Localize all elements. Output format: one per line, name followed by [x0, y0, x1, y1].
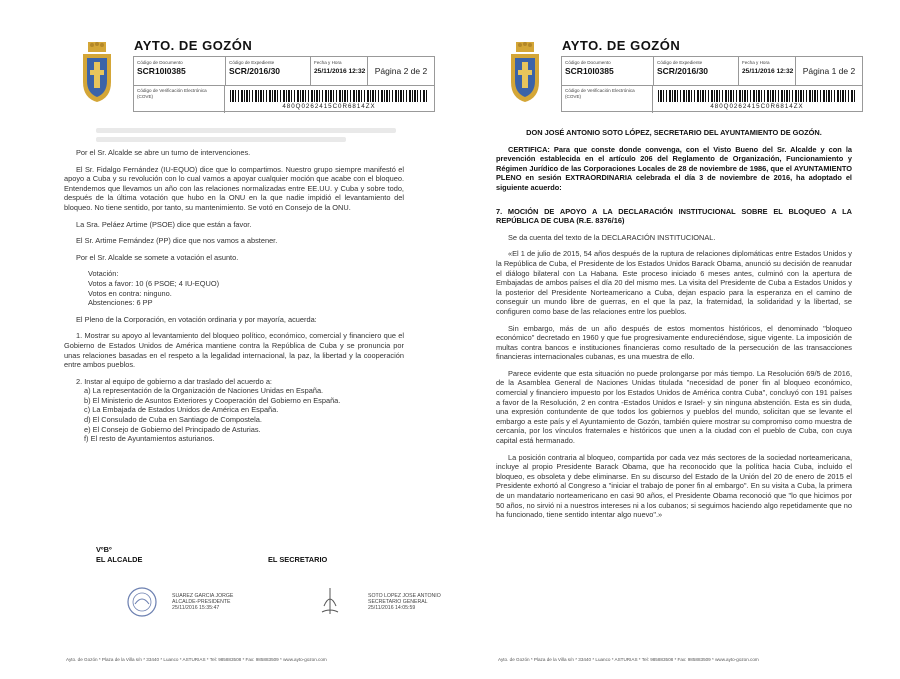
paragraph: El Sr. Fidalgo Fernández (IU-EQUO) dice que lo compartimos. Nuestro grupo siempre manifestó el apoyo a Cuba y su revolución con lo cual vamos a apoyar cualquier moción que acabe con el bloqueo. Entendemos que llevamos un año con las relaciones normalizadas entre EE.UU. y Cuba y sobre todo, después de la última votación que hubo en la ONU en la que nadie impidió el levantamiento del bloqueo. No tiene sentido, por tanto, su mantenimiento. Se votó en Consejo de la ONU.: [64, 164, 404, 212]
paragraph: Parece evidente que esta situación no puede prolongarse por más tiempo. La Resolución 69/5 de 2016, de la Asamblea General de Naciones Unidas titulada "necesidad de poner fin al bloqueo económico, comercial y financiero impuesto por los Estados Unidos de América contra Cuba", concluyó con 191 países a favor de la Resolución, 2 en contra -Estados Unidos e Israel- y sin ninguna abstención. Esta es sin duda, una expresión contundente de que todos los gobiernos y pueblos del mundo, solicitan que se levante el embargo a este país y el Ayuntamiento de Gozón, también quiere mostrar su compromiso como muestra de cercanía, por los vínculos fraternales e históricos que unen a la ciudad con el pueblo de Cuba, con cuya capital está hermanado.: [496, 368, 852, 446]
list-item: c) La Embajada de Estados Unidos de América en España.: [84, 405, 279, 415]
votacion-block: Votación: Votos a favor: 10 (6 PSOE; 4 IU-EQUO) Votos en contra: ninguno. Abstenciones: 6 PP: [88, 269, 220, 308]
org-title: AYTO. DE GOZÓN: [134, 38, 253, 53]
codigo-documento: Código de Documento SCR10I0385: [134, 57, 226, 85]
list-item: d) El Consulado de Cuba en Santiago de Compostela.: [84, 415, 262, 425]
barcode-icon: [658, 90, 856, 102]
stamp-icon: [126, 586, 158, 618]
paragraph: Por el Sr. Alcalde se abre un turno de intervenciones.: [76, 148, 251, 157]
paragraph: «El 1 de julio de 2015, 54 años después de la ruptura de relaciones diplomáticas entre Estados Unidos y la República de Cuba, el Presidente de los Estados Unidos Barack Obama, anunció su decisión de reanudar el diálogo bilateral con La Habana. Este proceso iniciado 6 meses antes, culminó con la apertura de Embajadas de ambos países el día 20 del mismo mes. La visita del Presidente de Cuba a Estados Unidos y la posterior del Presidente Norteamericano a Cuba, dejan espacio para la esperanza en el camino de conseguir un mundo libre de guerras, en el que la paz, la fraternidad, la solidaridad y la libertad, se configuren como base de las relaciones entre los pueblos.: [496, 249, 852, 316]
document-header-box: [561, 56, 863, 112]
org-title: AYTO. DE GOZÓN: [562, 38, 681, 53]
heading: DON JOSÉ ANTONIO SOTO LÓPEZ, SECRETARIO DEL AYUNTAMIENTO DE GOZÓN.: [526, 128, 822, 137]
cove-code: 480Q0262415C0R6814ZX: [282, 103, 376, 110]
codigo-expediente: Código de Expediente SCR/2016/30: [226, 57, 311, 85]
vb-label: VºBº: [96, 545, 112, 554]
cove-label: Código de Verificación Electrónica (COVE): [137, 88, 207, 99]
page-number: Página 1 de 2: [802, 66, 856, 76]
barcode-icon: [230, 90, 428, 102]
list-item: a) La representación de la Organización de Naciones Unidas en España.: [84, 386, 324, 396]
paragraph: La Sra. Peláez Artime (PSOE) dice que están a favor.: [76, 219, 252, 229]
list-item: b) El Ministerio de Asuntos Exteriores y Cooperación del Gobierno en España.: [84, 395, 341, 405]
list-item: e) El Consejo de Gobierno del Principado de Asturias.: [84, 424, 261, 434]
page-footer: Ayto. de Gozón * Plaza de la Villa s/n * 33440 * Luanco * ASTURIAS * Tel: 985883508 * Fax: 985883509 * www.ayto-gozon.com: [66, 657, 327, 662]
document-page-1: [450, 0, 900, 679]
document-header-box: [133, 56, 435, 112]
certifica-paragraph: CERTIFICA: Para que conste donde convenga, con el Visto Bueno del Sr. Alcalde y con la prevención establecida en el artículo 206 del Reglamento de Organización, Funcionamiento y Régimen Jurídico de las Corporaciones Locales de 28 de noviembre de 1986, que el AYUNTAMIENTO PLENO en sesión EXTRAORDINARIA celebrada el día 3 de noviembre de 2016, ha adoptado el siguiente acuerdo:: [496, 144, 852, 192]
paragraph: El Pleno de la Corporación, en votación ordinaria y por mayoría, acuerda:: [76, 314, 317, 324]
page-number: Página 2 de 2: [374, 66, 428, 76]
paragraph: Por el Sr. Alcalde se somete a votación el asunto.: [76, 252, 239, 262]
codigo-expediente: Código de Expediente SCR/2016/30: [654, 57, 739, 85]
body-text-left: [64, 148, 404, 451]
cove-code: 480Q0262415C0R6814ZX: [710, 103, 804, 110]
signature-icon: [318, 586, 342, 618]
page-footer: Ayto. de Gozón * Plaza de la Villa s/n * 33440 * Luanco * ASTURIAS * Tel: 985883508 * Fax: 985883509 * www.ayto-gozon.com: [498, 657, 759, 662]
paragraph: Sin embargo, más de un año después de estos momentos históricos, el denominado "bloqueo económico" decretado en 1960 y que fue progresivamente endureciéndose, sigue vigente. La imposición de multas contra bancos e instituciones financieras como resultado de la persecución de las transacciones financieras internacionales cubanas, es una muestra de ello.: [496, 323, 852, 362]
fecha-hora: Fecha y Hora 25/11/2016 12:32: [739, 57, 796, 85]
secretario-label: EL SECRETARIO: [268, 555, 328, 564]
paragraph: Se da cuenta del texto de la DECLARACIÓN INSTITUCIONAL.: [508, 232, 716, 242]
alcalde-label: EL ALCALDE: [96, 555, 143, 564]
punto-7-title: 7. MOCIÓN DE APOYO A LA DECLARACIÓN INSTITUCIONAL SOBRE EL BLOQUEO A LA REPÚBLICA DE CUBA (R.E. 8376/16): [496, 206, 852, 226]
list-item: f) El resto de Ayuntamientos asturianos.: [84, 434, 215, 444]
firma-alcalde: SUAREZ GARCIA JORGE ALCALDE-PRESIDENTE 25/11/2016 15:35:47: [172, 593, 234, 612]
body-text-right: [496, 128, 852, 527]
codigo-documento: Código de Documento SCR10I0385: [562, 57, 654, 85]
fecha-hora: Fecha y Hora 25/11/2016 12:32: [311, 57, 368, 85]
acuerdo-punto-1: 1. Mostrar su apoyo al levantamiento del bloqueo político, económico, comercial y financiero que el Gobierno de Estados Unidos de América mantiene contra la República de Cuba y se pronuncia por unas relaciones basadas en el respeto a la legalidad internacional, la paz, la libertad y la cooperación entre ambos pueblos.: [64, 331, 404, 370]
firma-secretario: SOTO LOPEZ JOSE ANTONIO SECRETARIO GENERAL 25/11/2016 14:05:59: [368, 593, 441, 612]
paragraph: El Sr. Artime Fernández (PP) dice que nos vamos a abstener.: [76, 236, 278, 246]
crest-icon: [80, 42, 114, 102]
paragraph: La posición contraria al bloqueo, compartida por cada vez más sectores de la sociedad norteamericana, incluye al propio Presidente Barack Obama, que ha reconocido que la política hacia Cuba, incluido el bloqueo, es obsoleta y debe eliminarse. En su discurso del Estado de la Unión del 20 de enero de 2015 el Presidente exhortó al Congreso a "iniciar el trabajo de poner fin al embargo". En su visita a Cuba, la primera de un mandatario norteamericano en casi 90 años, el Presidente Obama reconoció que "lo que hicimos por 50 años, no sirvió ni a nuestros intereses ni a los cubanos; si seguimos haciendo algo repetidamente que no ha funcionado, tiene sentido intentar algo nuevo".»: [496, 452, 852, 520]
cove-label: Código de Verificación Electrónica (COVE): [565, 88, 635, 99]
traslado-list: 2. Instar al equipo de gobierno a dar traslado del acuerdo a: a) La representación de la Organización de Naciones Unidas en España. b) El Ministerio de Asuntos Exteriores y Cooperación del Gobierno en España. c) La Embajada de Estados Unidos de América en España. d) El Consulado de Cuba en Santiago de Compostela. e) El Consejo de Gobierno del Principado de Asturias. f) El resto de Ayuntamientos asturianos.: [76, 377, 404, 444]
crest-icon: [508, 42, 542, 102]
